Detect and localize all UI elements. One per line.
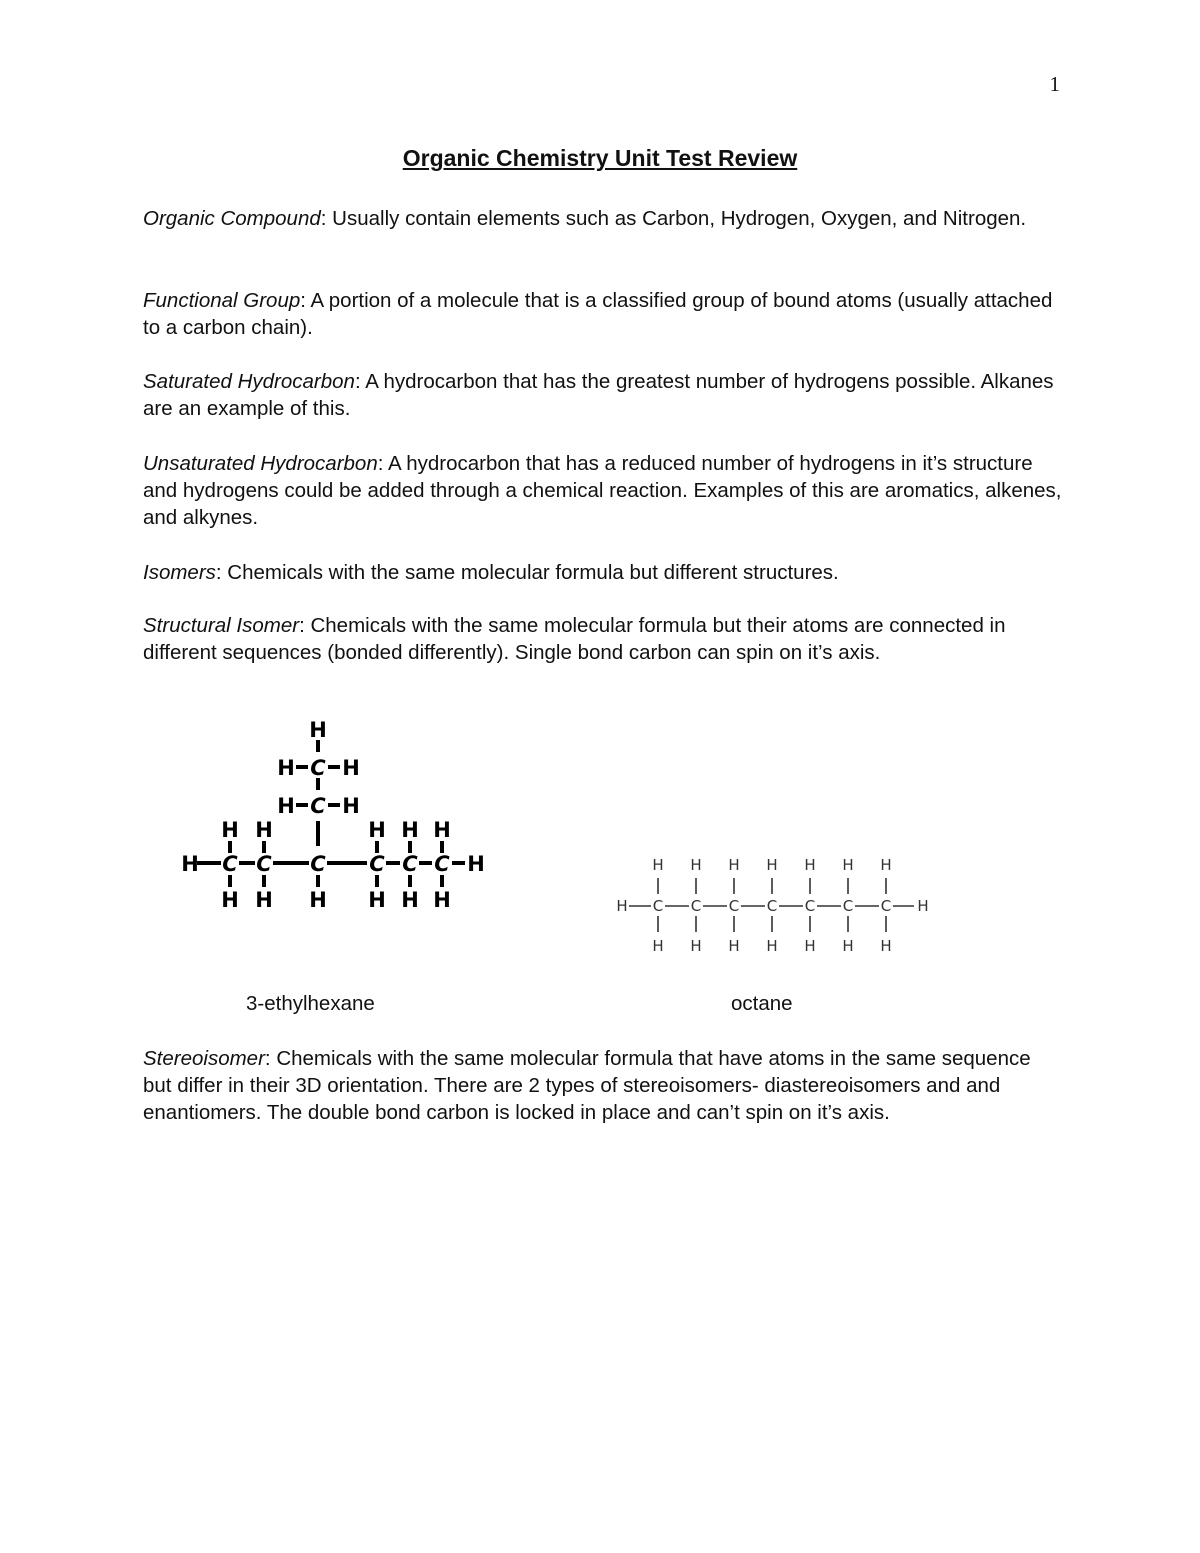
hydrogen-atom: H <box>842 856 854 874</box>
definition-functional-group <box>143 287 1063 341</box>
carbon-atom: C <box>842 897 854 915</box>
figure-caption-octane: octane <box>731 992 793 1015</box>
hydrogen-atom: H <box>368 888 386 912</box>
hydrogen-atom: H <box>842 937 854 955</box>
definition-organic-compound <box>143 205 1063 232</box>
definition-text: : Chemicals with the same molecular formula but their atoms are connected in different sequences (bonded differently). Single bond carbon can spin on it’s axis. <box>143 614 1006 664</box>
hydrogen-atom: H <box>255 888 273 912</box>
carbon-atom: C <box>310 756 326 780</box>
hydrogen-atom: H <box>652 937 664 955</box>
page-title: Organic Chemistry Unit Test Review <box>402 145 798 171</box>
hydrogen-atom: H <box>433 888 451 912</box>
definition-text: : Chemicals with the same molecular formula that have atoms in the same sequence but differ in their 3D orientation. There are 2 types of stereoisomers- diastereoisomers and and enantiomers. The double bond carbon is locked in place and can’t spin on it’s axis. <box>143 1047 1031 1124</box>
carbon-atom: C <box>880 897 892 915</box>
carbon-atom: C <box>766 897 778 915</box>
hydrogen-atom: H <box>728 937 740 955</box>
hydrogen-atom: H <box>917 897 929 915</box>
hydrogen-atom: H <box>342 794 360 818</box>
definition-text: : Chemicals with the same molecular formula but different structures. <box>215 561 839 584</box>
definition-term: Isomers <box>143 561 216 584</box>
octane-structure-diagram <box>610 850 940 960</box>
carbon-atom: C <box>690 897 702 915</box>
hydrogen-atom: H <box>616 897 628 915</box>
page-number: 1 <box>1049 72 1060 96</box>
hydrogen-atom: H <box>766 856 778 874</box>
hydrogen-atom: H <box>467 852 485 876</box>
ethylhexane-atoms <box>181 718 485 912</box>
hydrogen-atom: H <box>690 937 702 955</box>
hydrogen-atom: H <box>433 818 451 842</box>
hydrogen-atom: H <box>221 818 239 842</box>
hydrogen-atom: H <box>804 937 816 955</box>
carbon-atom: C <box>222 852 238 876</box>
hydrogen-atom: H <box>652 856 664 874</box>
carbon-atom: C <box>402 852 418 876</box>
hydrogen-atom: H <box>342 756 360 780</box>
definition-structural-isomer <box>143 612 1063 666</box>
hydrogen-atom: H <box>221 888 239 912</box>
hydrogen-atom: H <box>309 888 327 912</box>
figure-caption-ethylhexane: 3-ethylhexane <box>246 992 375 1015</box>
definition-unsaturated-hydrocarbon <box>143 450 1063 531</box>
definition-term: Functional Group <box>143 289 301 312</box>
carbon-atom: C <box>310 794 326 818</box>
definition-text: : A portion of a molecule that is a classified group of bound atoms (usually attached to a carbon chain). <box>143 289 1053 339</box>
definition-term: Organic Compound <box>143 207 321 230</box>
hydrogen-atom: H <box>880 856 892 874</box>
hydrogen-atom: H <box>880 937 892 955</box>
hydrogen-atom: H <box>401 818 419 842</box>
carbon-atom: C <box>652 897 664 915</box>
definition-text: : A hydrocarbon that has the greatest number of hydrogens possible. Alkanes are an example of this. <box>143 370 1054 420</box>
hydrogen-atom: H <box>309 718 327 742</box>
definition-text: : Usually contain elements such as Carbon, Hydrogen, Oxygen, and Nitrogen. <box>320 207 1027 230</box>
definition-term: Unsaturated Hydrocarbon <box>143 452 378 475</box>
hydrogen-atom: H <box>255 818 273 842</box>
hydrogen-atom: H <box>690 856 702 874</box>
carbon-atom: C <box>434 852 450 876</box>
hydrogen-atom: H <box>181 852 199 876</box>
definition-saturated-hydrocarbon <box>143 368 1063 422</box>
carbon-atom: C <box>369 852 385 876</box>
octane-atoms <box>616 856 928 955</box>
definition-term: Saturated Hydrocarbon <box>143 370 355 393</box>
definition-text: : A hydrocarbon that has a reduced number of hydrogens in it’s structure and hydrogens could be added through a chemical reaction. Examples of this are aromatics, alkenes, and alkynes. <box>143 452 1062 529</box>
hydrogen-atom: H <box>728 856 740 874</box>
ethylhexane-structure-diagram <box>170 715 500 920</box>
hydrogen-atom: H <box>766 937 778 955</box>
carbon-atom: C <box>804 897 816 915</box>
carbon-atom: C <box>728 897 740 915</box>
hydrogen-atom: H <box>277 794 295 818</box>
hydrogen-atom: H <box>804 856 816 874</box>
hydrogen-atom: H <box>368 818 386 842</box>
definition-term: Stereoisomer <box>143 1047 265 1070</box>
hydrogen-atom: H <box>401 888 419 912</box>
definition-stereoisomer <box>143 1045 1063 1126</box>
hydrogen-atom: H <box>277 756 295 780</box>
carbon-atom: C <box>310 852 326 876</box>
carbon-atom: C <box>256 852 272 876</box>
definition-isomers <box>143 559 1063 586</box>
definition-term: Structural Isomer <box>143 614 300 637</box>
